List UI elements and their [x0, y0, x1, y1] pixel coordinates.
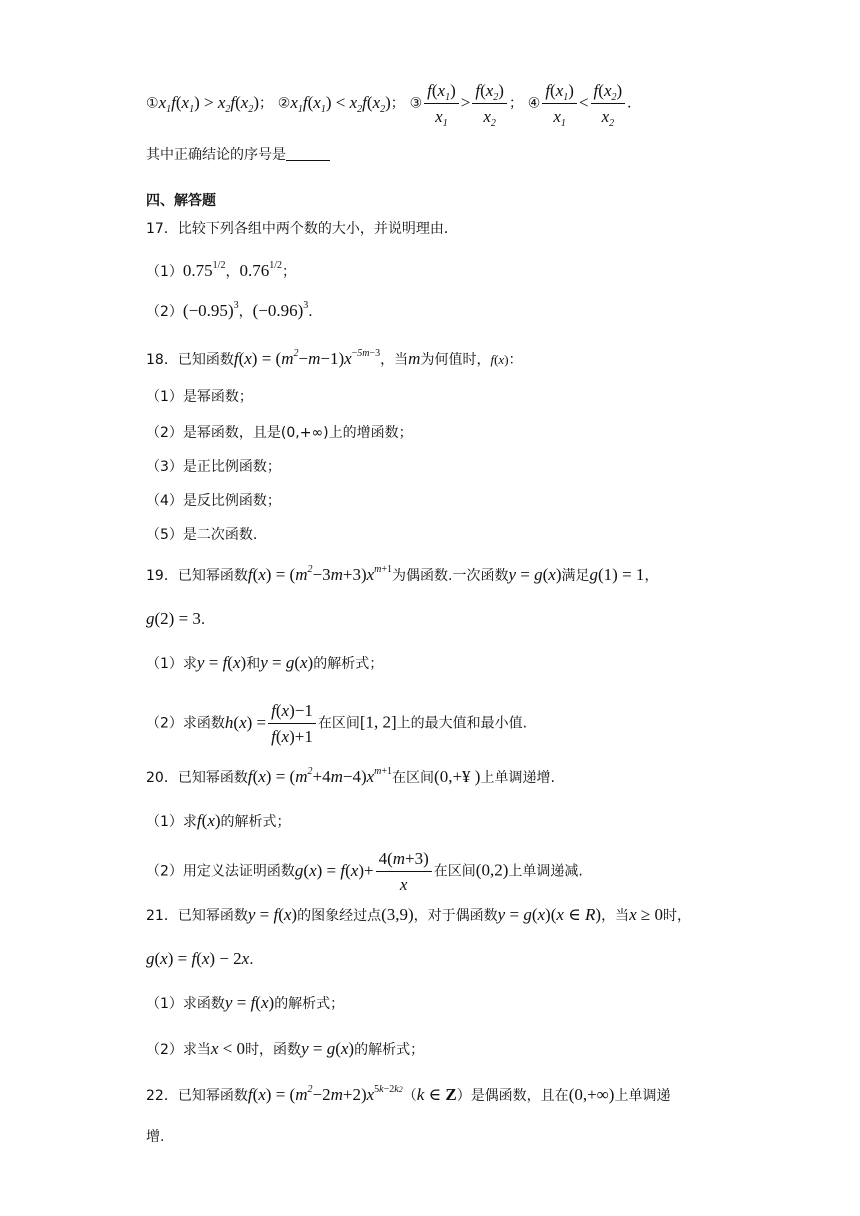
conclusions-line: $①x_1f(x_1) > x_2f(x_2)$； $②x_1f(x_1) < x_2f(x_2)$； ③ $\frac{f(x_1)}{x_1}$ > $\frac{f(x_2)}{x_2}$ ； ④ $\frac{f(x_1)}{x_1}$ < $\frac{f(x_2)}{x_2}$ ． [146, 81, 642, 130]
q17-p2-value-b: $(-0.96)^3$ [252, 300, 309, 320]
answer-prompt: 其中正确结论的序号是 [146, 147, 286, 163]
q20-part2: （2）用定义法证明函数g(x) = f(x)+ $\frac{4(m+3)}{x}$ 在区间(0,2)上单调递减. [146, 849, 583, 895]
option-2-marker: ② [277, 95, 291, 112]
q18-stem: 18．已知函数$f(x) = (m^2-m-1)x^{-5m-3}$，当m为何值时，f(x)： [146, 348, 523, 368]
q19-stem: 19．已知幂函数$f(x) = (m^2-3m+3)x^{m+1}$为偶函数.一次函数y = g(x)满足g(1) = 1， [146, 564, 659, 584]
q19-part1: （1）求y = f(x)和y = g(x)的解析式； [146, 653, 384, 672]
section-heading: 四、解答题 [146, 193, 216, 209]
q18-item-2: （2）是幂函数，且是(0,+∞)上的增函数； [146, 425, 413, 441]
conclusion-1: $x_1f(x_1) > x_2f(x_2)$ [158, 92, 259, 115]
q21-stem-cont: g(x) = f(x) − 2x． [146, 949, 264, 968]
q19-power-function: $f(x) = (m^2-3m+3)x^{m+1}$ [247, 564, 393, 584]
q17-p1-value-a: $0.75^{1/2}$ [182, 260, 226, 280]
q19-part2: （2）求函数h(x) = $\frac{f(x)-1}{f(x)+1}$ 在区间[1, 2]上的最大值和最小值. [146, 701, 528, 747]
q22-stem-cont: 增. [146, 1129, 165, 1145]
q18-item-4: （4）是反比例函数； [146, 493, 281, 509]
q18-function: $f(x) = (m^2-m-1)x^{-5m-3}$ [233, 348, 381, 368]
q18-item-1: （1）是幂函数； [146, 389, 253, 405]
q20-stem: 20．已知幂函数$f(x) = (m^2+4m-4)x^{m+1}$在区间(0,+¥ )上单调递增. [146, 766, 555, 786]
q18-item-5: （5）是二次函数. [146, 527, 258, 543]
q21-stem: 21．已知幂函数y = f(x)的图象经过点(3,9)，对于偶函数y = g(x)(x ∈ R)，当x ≥ 0时， [146, 905, 691, 924]
q17-stem: 17．比较下列各组中两个数的大小，并说明理由． [146, 221, 458, 237]
option-3-marker: ③ [409, 95, 423, 112]
conclusion-4: $\frac{f(x_1)}{x_1}$ < $\frac{f(x_2)}{x_2}$ [540, 93, 627, 112]
q17-p2-value-a: $(-0.95)^3$ [182, 300, 239, 320]
answer-blank [286, 146, 330, 161]
q22-stem: 22．已知幂函数$f(x) = (m^2-2m+2)x^{5k-2k2}(k$ ∈ Z）是偶函数，且在(0,+∞)上单调递 [146, 1084, 671, 1104]
q22-power-function: $f(x) = (m^2-2m+2)x^{5k-2k2}$ [247, 1084, 403, 1104]
q17-part1: $(1)0.75^{1/2}$，$0.76^{1/2}$； [146, 260, 296, 280]
answer-prompt-line [146, 146, 330, 162]
q18-item-3: （3）是正比例函数； [146, 459, 281, 475]
q20-power-function: $f(x) = (m^2+4m-4)x^{m+1}$ [247, 766, 393, 786]
option-1-marker: ① [146, 95, 159, 112]
q17-p1-value-b: $0.76^{1/2}$ [239, 260, 282, 280]
q21-part1: （1）求函数y = f(x)的解析式； [146, 993, 345, 1012]
conclusion-2: $x_1f(x_1) < x_2f(x_2)$ [290, 92, 391, 115]
q20-part1: （1）求f(x)的解析式； [146, 811, 291, 830]
q19-stem-cont: g(2) = 3． [146, 609, 215, 628]
option-4-marker: ④ [527, 95, 541, 112]
conclusion-3: $\frac{f(x_1)}{x_1}$ > $\frac{f(x_2)}{x_2}$ [422, 93, 509, 112]
q21-part2: （2）求当x < 0时，函数y = g(x)的解析式； [146, 1039, 425, 1058]
q17-part2: $(2)(-0.95)^3$，$(-0.96)^3$． [146, 300, 323, 320]
